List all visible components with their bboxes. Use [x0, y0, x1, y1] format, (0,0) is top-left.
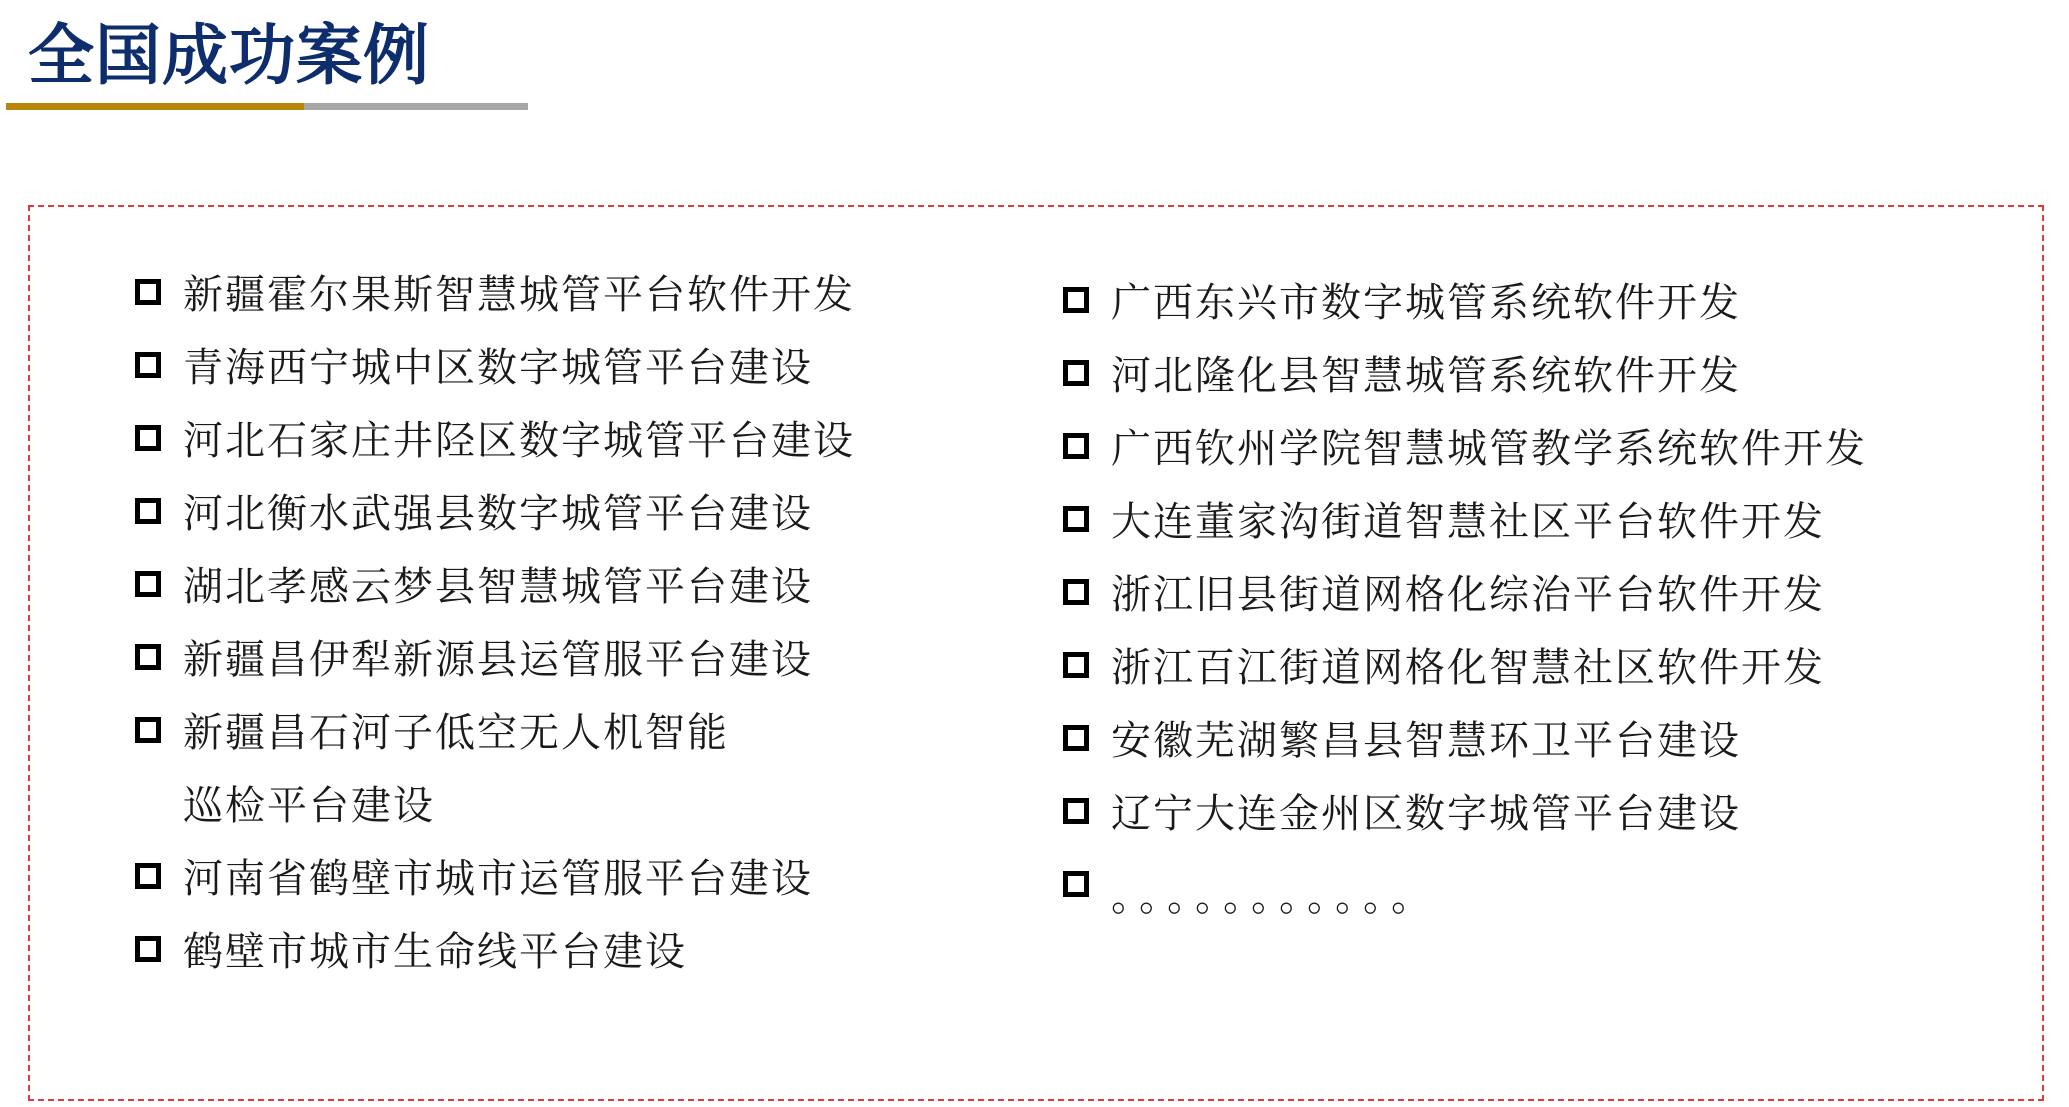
- square-bullet-icon: [1063, 871, 1089, 897]
- list-item: [133, 259, 853, 332]
- list-item: [133, 332, 853, 405]
- list-item: [1061, 632, 1961, 705]
- list-item: [1061, 851, 1961, 924]
- case-list-left: [133, 259, 853, 989]
- case-label: 河南省鹤壁市城市运管服平台建设: [183, 856, 813, 902]
- case-label: 浙江百江街道网格化智慧社区软件开发: [1111, 645, 1825, 691]
- list-item: [1061, 340, 1961, 413]
- list-item: [1061, 559, 1961, 632]
- square-bullet-icon: [1063, 579, 1089, 605]
- case-label: 河北衡水武强县数字城管平台建设: [183, 491, 813, 537]
- list-item: [133, 624, 853, 697]
- case-label: 广西东兴市数字城管系统软件开发: [1111, 280, 1741, 326]
- square-bullet-icon: [135, 644, 161, 670]
- case-label: 湖北孝感云梦县智慧城管平台建设: [183, 564, 813, 610]
- square-bullet-icon: [135, 717, 161, 743]
- case-label: 新疆昌伊犁新源县运管服平台建设: [183, 637, 813, 683]
- case-list-right: [1061, 267, 1961, 924]
- square-bullet-icon: [135, 863, 161, 889]
- case-label: 河北石家庄井陉区数字城管平台建设: [183, 418, 855, 464]
- square-bullet-icon: [135, 936, 161, 962]
- list-item: [133, 843, 853, 916]
- list-item: [1061, 486, 1961, 559]
- square-bullet-icon: [1063, 725, 1089, 751]
- list-item: [1061, 778, 1961, 851]
- case-label: 辽宁大连金州区数字城管平台建设: [1111, 791, 1741, 837]
- case-label: 新疆霍尔果斯智慧城管平台软件开发: [183, 272, 855, 318]
- case-label: 鹤壁市城市生命线平台建设: [183, 929, 687, 975]
- list-item: [133, 405, 853, 478]
- case-label: 广西钦州学院智慧城管教学系统软件开发: [1111, 426, 1867, 472]
- list-item: [133, 478, 853, 551]
- title-underline-rule: [304, 103, 528, 110]
- title-underline: [6, 103, 528, 110]
- list-item: [1061, 413, 1961, 486]
- square-bullet-icon: [1063, 798, 1089, 824]
- case-label: 浙江旧县街道网格化综治平台软件开发: [1111, 572, 1825, 618]
- title-underline-accent: [6, 103, 304, 110]
- square-bullet-icon: [1063, 433, 1089, 459]
- list-item: [1061, 267, 1961, 340]
- square-bullet-icon: [135, 425, 161, 451]
- case-label: 河北隆化县智慧城管系统软件开发: [1111, 353, 1741, 399]
- square-bullet-icon: [135, 352, 161, 378]
- square-bullet-icon: [1063, 652, 1089, 678]
- square-bullet-icon: [1063, 287, 1089, 313]
- square-bullet-icon: [1063, 360, 1089, 386]
- case-label: 大连董家沟街道智慧社区平台软件开发: [1111, 499, 1825, 545]
- list-item: [133, 697, 763, 843]
- case-label: 安徽芜湖繁昌县智慧环卫平台建设: [1111, 718, 1741, 764]
- list-item: [1061, 705, 1961, 778]
- page-title: 全国成功案例: [28, 17, 430, 94]
- list-item: [133, 551, 853, 624]
- list-item: [133, 916, 853, 989]
- case-label: 新疆昌石河子低空无人机智能巡检平台建设: [183, 710, 729, 829]
- ellipsis-label: 。。。。。。。。。。。: [1111, 874, 1439, 920]
- square-bullet-icon: [135, 279, 161, 305]
- square-bullet-icon: [135, 571, 161, 597]
- square-bullet-icon: [1063, 506, 1089, 532]
- case-label: 青海西宁城中区数字城管平台建设: [183, 345, 813, 391]
- square-bullet-icon: [135, 498, 161, 524]
